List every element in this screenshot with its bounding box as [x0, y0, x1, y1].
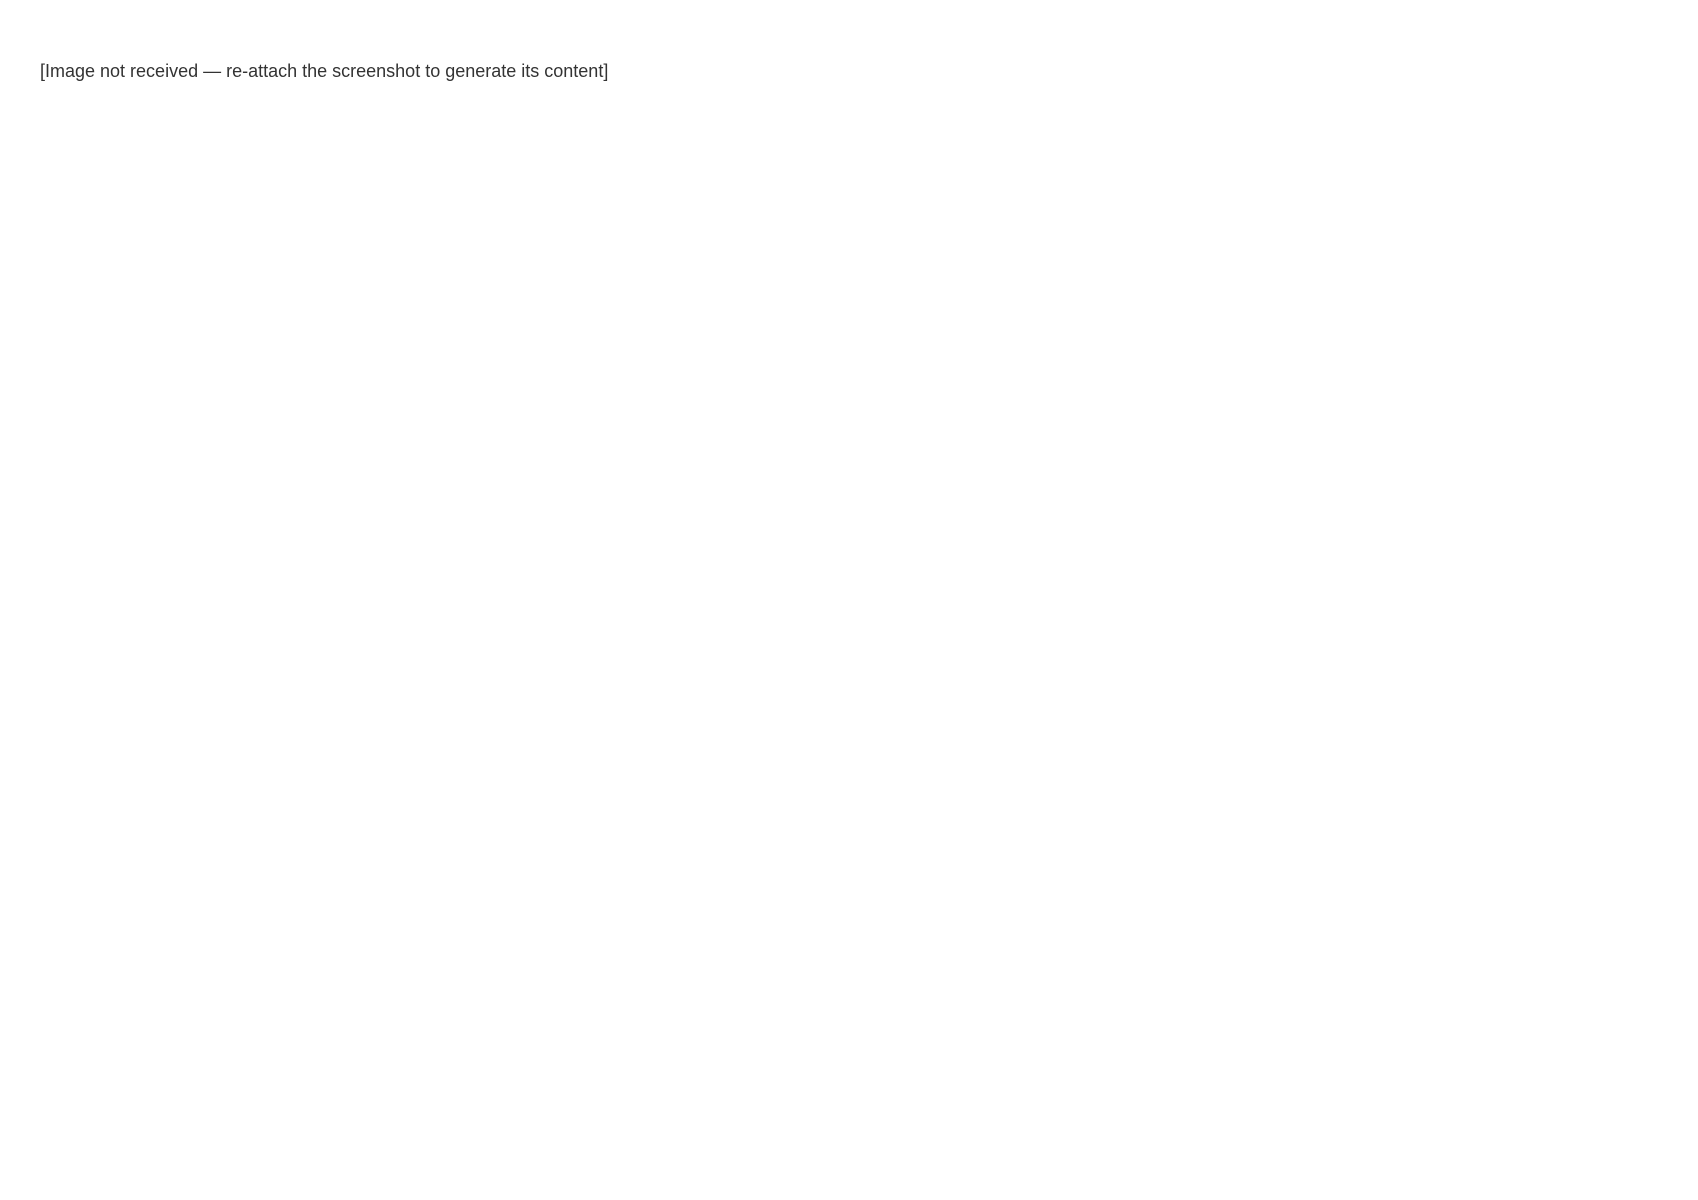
placeholder-notice: [Image not received — re-attach the screenshot to generate its content] [40, 61, 609, 81]
